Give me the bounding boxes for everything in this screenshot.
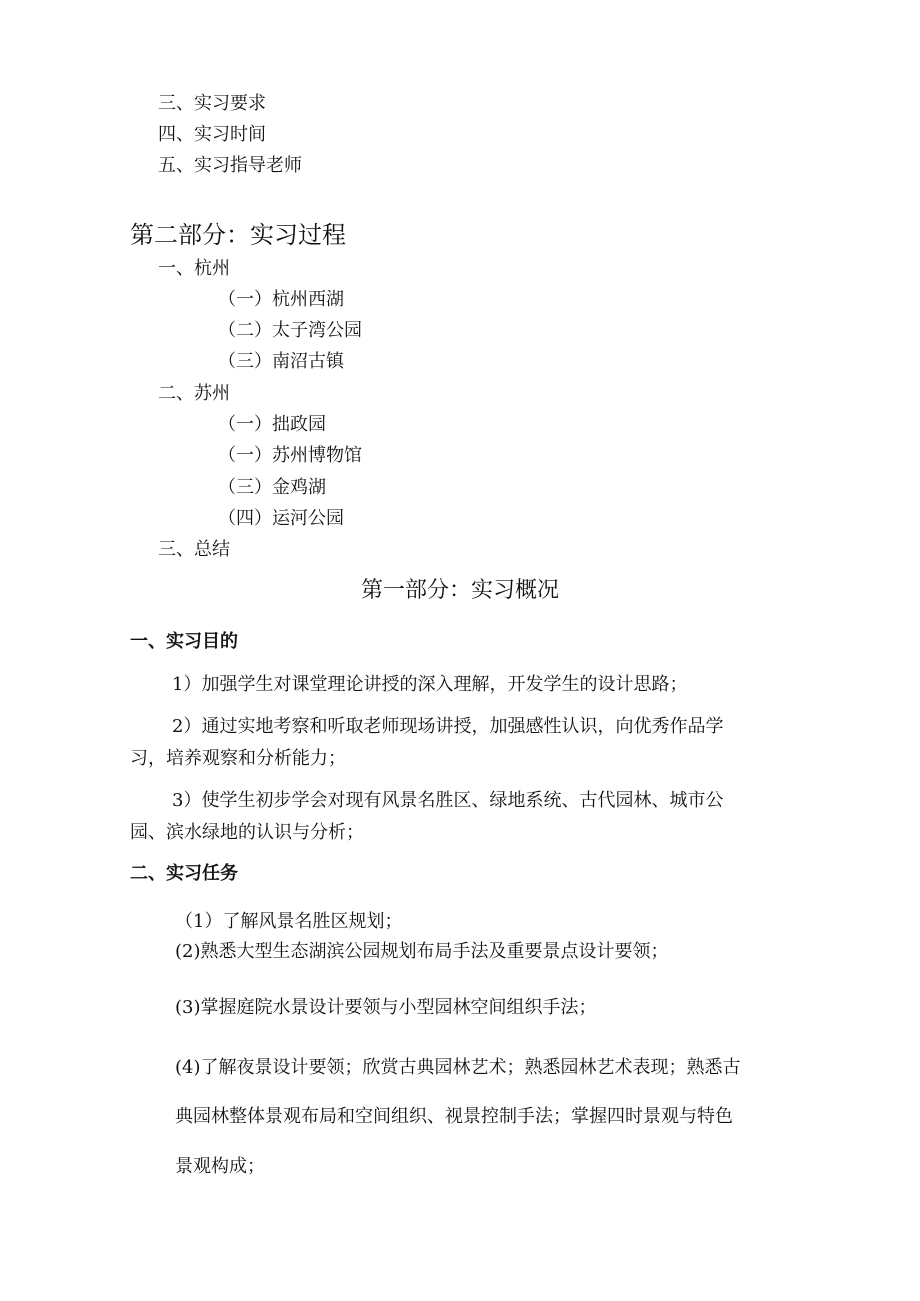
toc-subitem-nanzhao: （三）南沼古镇	[218, 351, 344, 372]
part1-heading: 第一部分：实习概况	[360, 578, 559, 603]
purpose-paragraph-2-line2: 习，培养观察和分析能力；	[130, 748, 346, 769]
purpose-paragraph-1: 1）加强学生对课堂理论讲授的深入理解，开发学生的设计思路；	[172, 674, 688, 695]
toc-subitem-yunhe: （四）运河公园	[218, 508, 344, 529]
task-item-3: (3)掌握庭院水景设计要领与小型园林空间组织手法；	[175, 997, 597, 1018]
toc-subitem-taiziwan: （二）太子湾公园	[218, 320, 362, 341]
task-item-1: （1）了解风景名胜区规划；	[175, 911, 403, 932]
section-heading-purpose: 一、实习目的	[130, 631, 238, 652]
task-item-4-line3: 景观构成；	[175, 1156, 265, 1177]
task-item-4-line1: (4)了解夜景设计要领；欣赏古典园林艺术；熟悉园林艺术表现；熟悉古	[175, 1057, 741, 1078]
toc-subitem-jinji: （三）金鸡湖	[218, 477, 326, 498]
toc-subitem-museum: （一）苏州博物馆	[218, 445, 362, 466]
task-item-2: (2)熟悉大型生态湖滨公园规划布局手法及重要景点设计要领；	[175, 941, 669, 962]
purpose-paragraph-2-line1: 2）通过实地考察和听取老师现场讲授，加强感性认识，向优秀作品学	[172, 716, 724, 737]
task-item-4-line2: 典园林整体景观布局和空间组织、视景控制手法；掌握四时景观与特色	[175, 1106, 733, 1127]
toc-item-summary: 三、总结	[158, 539, 230, 560]
toc-item-instructor: 五、实习指导老师	[158, 155, 302, 176]
part2-heading: 第二部分：实习过程	[130, 221, 346, 249]
toc-item-time: 四、实习时间	[158, 124, 266, 145]
purpose-paragraph-3-line1: 3）使学生初步学会对现有风景名胜区、绿地系统、古代园林、城市公	[172, 790, 724, 811]
toc-subitem-zhuozheng: （一）拙政园	[218, 414, 326, 435]
purpose-paragraph-3-line2: 园、滨水绿地的认识与分析；	[130, 822, 364, 843]
section-heading-tasks: 二、实习任务	[130, 863, 238, 884]
toc-subitem-xihu: （一）杭州西湖	[218, 289, 344, 310]
toc-item-requirements: 三、实习要求	[158, 93, 266, 114]
toc-item-hangzhou: 一、杭州	[158, 258, 230, 279]
toc-item-suzhou: 二、苏州	[158, 383, 230, 404]
